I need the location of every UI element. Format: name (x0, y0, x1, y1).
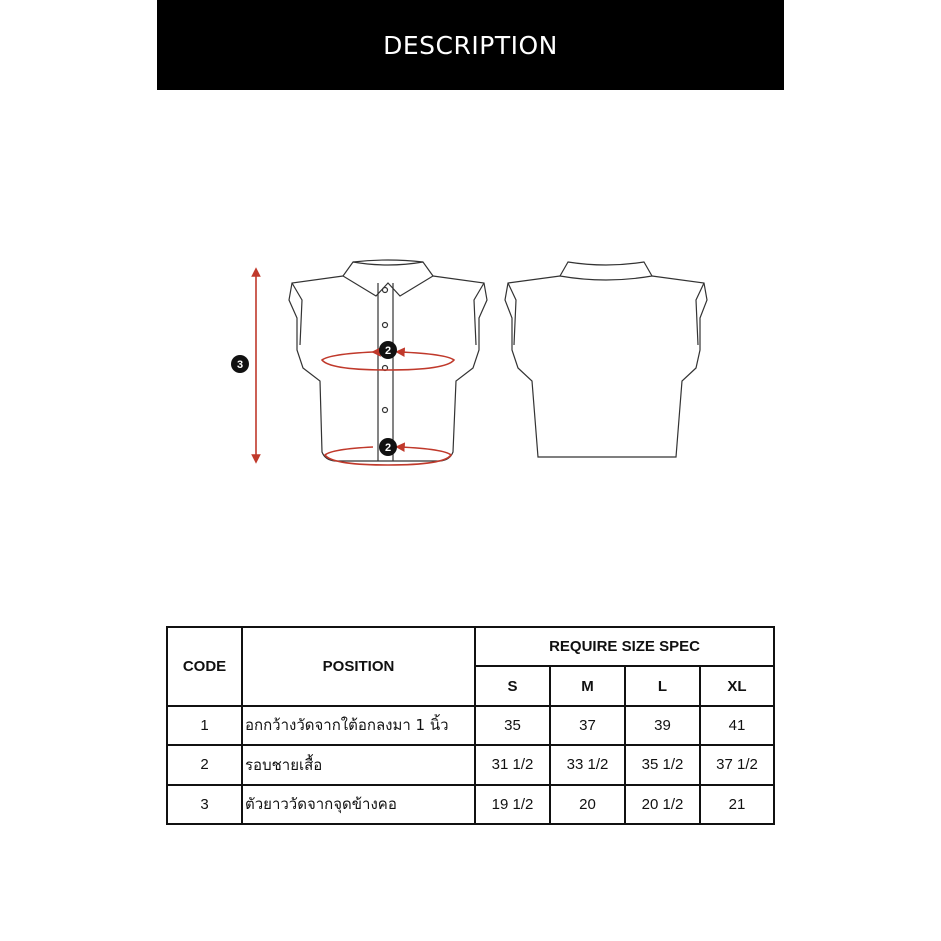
back-shirt-outline (505, 262, 707, 457)
header-size-xl: XL (700, 666, 774, 705)
marker-badge-hem (379, 438, 397, 456)
row-value-xl: 41 (700, 706, 774, 745)
header-title: DESCRIPTION (383, 30, 558, 60)
svg-text:2: 2 (384, 442, 392, 454)
row-value-m: 33 1/2 (550, 745, 625, 784)
row-value-l: 20 1/2 (625, 785, 700, 824)
row-value-s: 19 1/2 (475, 785, 550, 824)
header-require-size-spec: REQUIRE SIZE SPEC (475, 627, 774, 666)
table-row (167, 745, 774, 784)
size-spec-table (166, 626, 775, 825)
row-value-m: 20 (550, 785, 625, 824)
table-row (167, 706, 774, 745)
row-code: 1 (167, 706, 242, 745)
svg-text:2: 2 (384, 345, 392, 357)
header-size-s: S (475, 666, 550, 705)
header-code: CODE (167, 627, 242, 706)
row-value-m: 37 (550, 706, 625, 745)
table-row (167, 785, 774, 824)
row-position: อกกว้างวัดจากใต้อกลงมา 1 นิ้ว (242, 706, 475, 745)
row-position: รอบชายเสื้อ (242, 745, 475, 784)
row-value-s: 35 (475, 706, 550, 745)
front-shirt-outline (289, 260, 487, 461)
row-value-s: 31 1/2 (475, 745, 550, 784)
header-size-m: M (550, 666, 625, 705)
table-header-row (167, 627, 774, 666)
header-size-l: L (625, 666, 700, 705)
row-value-xl: 21 (700, 785, 774, 824)
header-position: POSITION (242, 627, 475, 706)
row-value-xl: 37 1/2 (700, 745, 774, 784)
marker-badge-length (231, 355, 249, 373)
row-value-l: 35 1/2 (625, 745, 700, 784)
row-position: ตัวยาววัดจากจุดข้างคอ (242, 785, 475, 824)
row-value-l: 39 (625, 706, 700, 745)
svg-text:3: 3 (236, 359, 244, 371)
row-code: 2 (167, 745, 242, 784)
row-code: 3 (167, 785, 242, 824)
marker-badge-chest (379, 341, 397, 359)
